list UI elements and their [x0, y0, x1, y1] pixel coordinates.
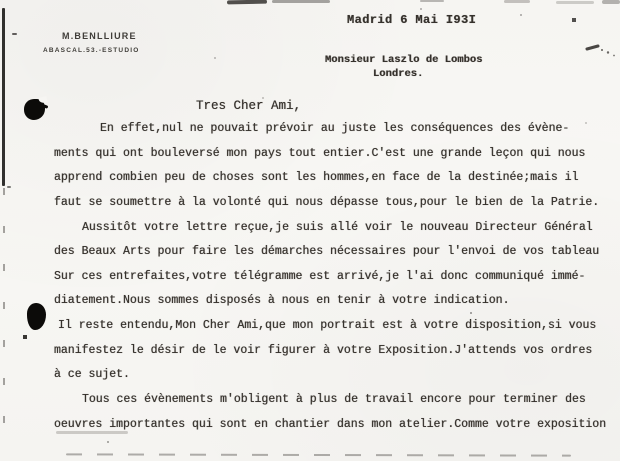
- salutation: Tres Cher Ami,: [196, 99, 302, 113]
- letter-line: diatement.Nous sommes disposés à nous en tenir à votre indication.: [54, 294, 510, 308]
- letter-line: Aussitôt votre lettre reçue,je suis allé voir le nouveau Directeur Général: [82, 220, 593, 234]
- letter-line: Il reste entendu,Mon Cher Ami,que mon portrait est à votre disposition,si vous: [58, 319, 597, 333]
- letter-line: des Beaux Arts pour faire les démarches nécessaires pour l'envoi de vos tableau: [54, 245, 600, 259]
- letter-line: Tous ces évènements m'obligent à plus de travail encore pour terminer des: [82, 393, 586, 407]
- scan-smudge-bottom-line: [66, 453, 571, 456]
- scan-smudge-top: [420, 0, 444, 2]
- letter-line: faut se soumettre à la volonté qui nous dépasse tous,pour le bien de la Patrie.: [54, 195, 600, 209]
- dateline: Madrid 6 Mai I93I: [347, 13, 477, 27]
- scan-smudge-top: [227, 0, 267, 4]
- scan-smudge-top: [504, 0, 530, 3]
- letter-line: manifestez le désir de le voir figurer à votre Exposition.J'attends vos ordres: [54, 343, 593, 357]
- scan-smudge-top: [602, 0, 620, 4]
- recipient-city: Londres.: [373, 68, 424, 80]
- letter-line: à ce sujet.: [54, 368, 130, 382]
- pen-arrow-mark: [585, 42, 619, 62]
- letter-body: [54, 117, 620, 437]
- letter-line: Sur ces entrefaites,votre télégramme est arrivé,je l'ai donc communiqué immé-: [54, 269, 586, 283]
- letter-line: apprend combien peu de choses sont les hommes,en face de la destinée;mais il: [54, 171, 579, 185]
- left-margin-line: [2, 8, 5, 186]
- scan-smudge-top: [272, 0, 330, 3]
- recipient-name: Monsieur Laszlo de Lombos: [325, 54, 483, 66]
- pencil-dash-mark: [12, 33, 17, 35]
- ink-blot-lower: [27, 303, 46, 330]
- ink-blot-upper: [24, 99, 45, 120]
- letter-line: ments qui ont bouleversé mon pays tout entier.C'est une grande leçon qui nous: [54, 146, 586, 160]
- letter-line: En effet,nul ne pouvait prévoir au juste les conséquences des évène-: [100, 122, 570, 135]
- scan-specks: [0, 0, 2, 2]
- letter-line: oeuvres importantes qui sont en chantier dans mon atelier.Comme votre exposition: [54, 417, 607, 431]
- scan-smudge-top: [556, 1, 594, 4]
- letterhead-name: M.BENLLIURE: [62, 31, 137, 41]
- left-margin-dashes: [3, 188, 5, 440]
- pencil-dash-mark: [7, 186, 11, 188]
- letterhead-address: ABASCAL.53.-ESTUDIO: [43, 47, 140, 54]
